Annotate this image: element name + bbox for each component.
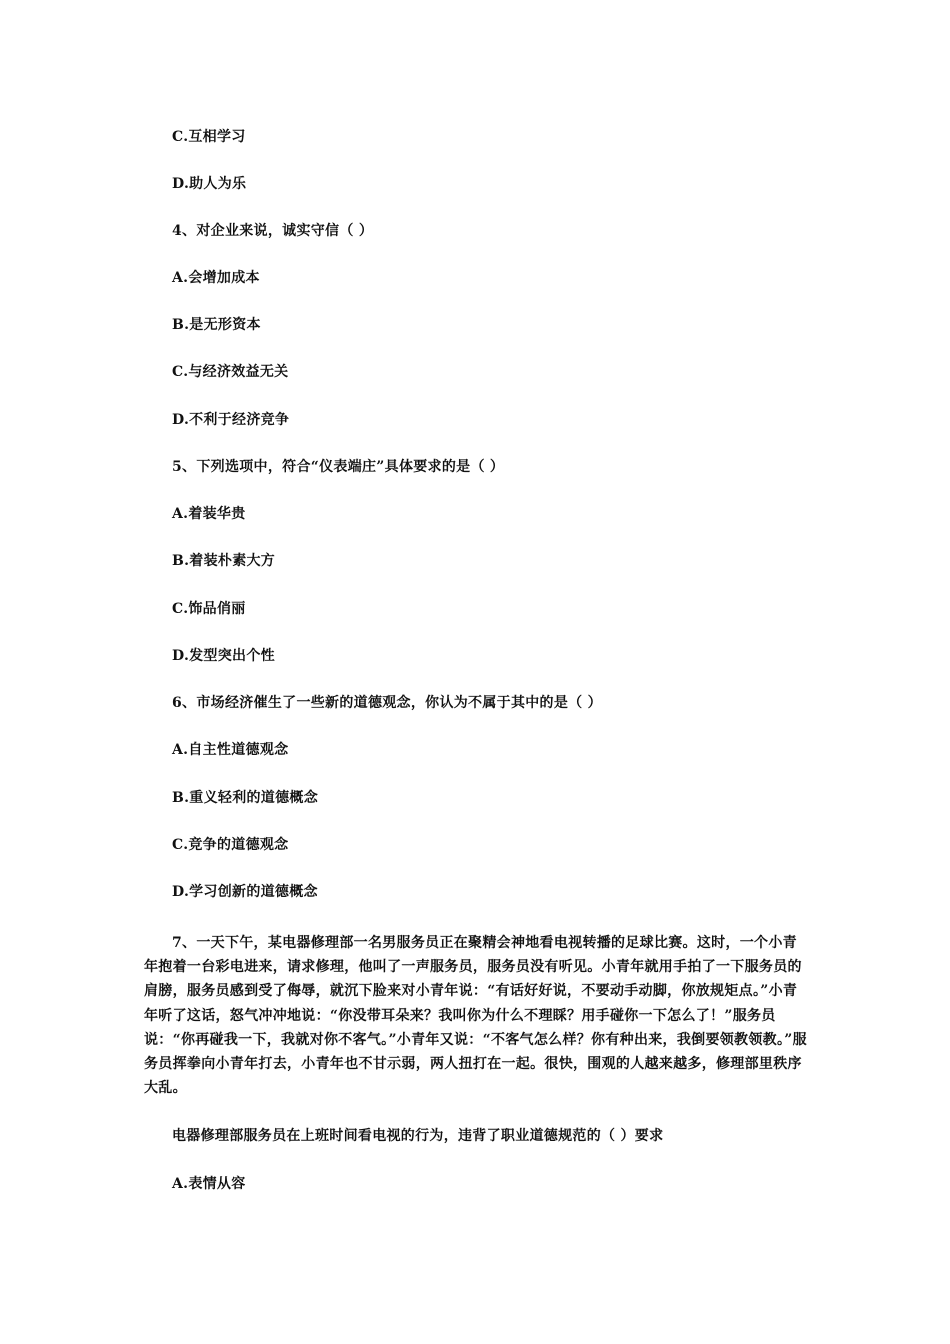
option-4a: A.会增加成本 xyxy=(172,270,260,286)
option-6d: D.学习创新的道德概念 xyxy=(172,884,318,900)
question-5: 5、下列选项中，符合“仪表端庄”具体要求的是（ ） xyxy=(172,459,505,475)
option-5a: A.着装华贵 xyxy=(172,506,246,522)
question-4: 4、对企业来说，诚实守信（ ） xyxy=(172,223,374,239)
option-4b: B.是无形资本 xyxy=(172,317,261,333)
question-7-scenario: 7、一天下午，某电器修理部一名男服务员正在聚精会神地看电视转播的足球比赛。这时，一个小青年抱着一台彩电进来，请求修理，他叫了一声服务员，服务员没有听见。小青年就用手拍了一下服务员的肩膀，服务员感到受了侮辱，就沉下脸来对小青年说：“有话好好说，不要动手动脚，你放规矩点。”小青年听了这话，怒气冲冲地说：“你没带耳朵来？我叫你为什么不理睬？用手碰你一下怎么了！”服务员说：“你再碰我一下，我就对你不客气。”小青年又说：“不客气怎么样？你有种出来，我倒要领教领教。”服务员挥拳向小青年打去，小青年也不甘示弱，两人扭打在一起。很快，围观的人越来越多，修理部里秩序大乱。 xyxy=(144,935,807,1097)
question-7-prompt: 电器修理部服务员在上班时间看电视的行为，违背了职业道德规范的（ ）要求 xyxy=(172,1128,664,1144)
question-6: 6、市场经济催生了一些新的道德观念，你认为不属于其中的是（ ） xyxy=(172,695,602,711)
option-5b: B.着装朴素大方 xyxy=(172,553,276,569)
option-3c: C.互相学习 xyxy=(172,129,246,145)
option-6a: A.自主性道德观念 xyxy=(172,742,289,758)
option-5d: D.发型突出个性 xyxy=(172,648,275,664)
option-7a: A.表情从容 xyxy=(172,1176,246,1192)
option-4c: C.与经济效益无关 xyxy=(172,364,289,380)
option-6c: C.竞争的道德观念 xyxy=(172,837,289,853)
option-4d: D.不利于经济竞争 xyxy=(172,412,290,428)
option-3d: D.助人为乐 xyxy=(172,176,247,192)
option-5c: C.饰品俏丽 xyxy=(172,601,246,617)
option-6b: B.重义轻利的道德概念 xyxy=(172,790,319,806)
